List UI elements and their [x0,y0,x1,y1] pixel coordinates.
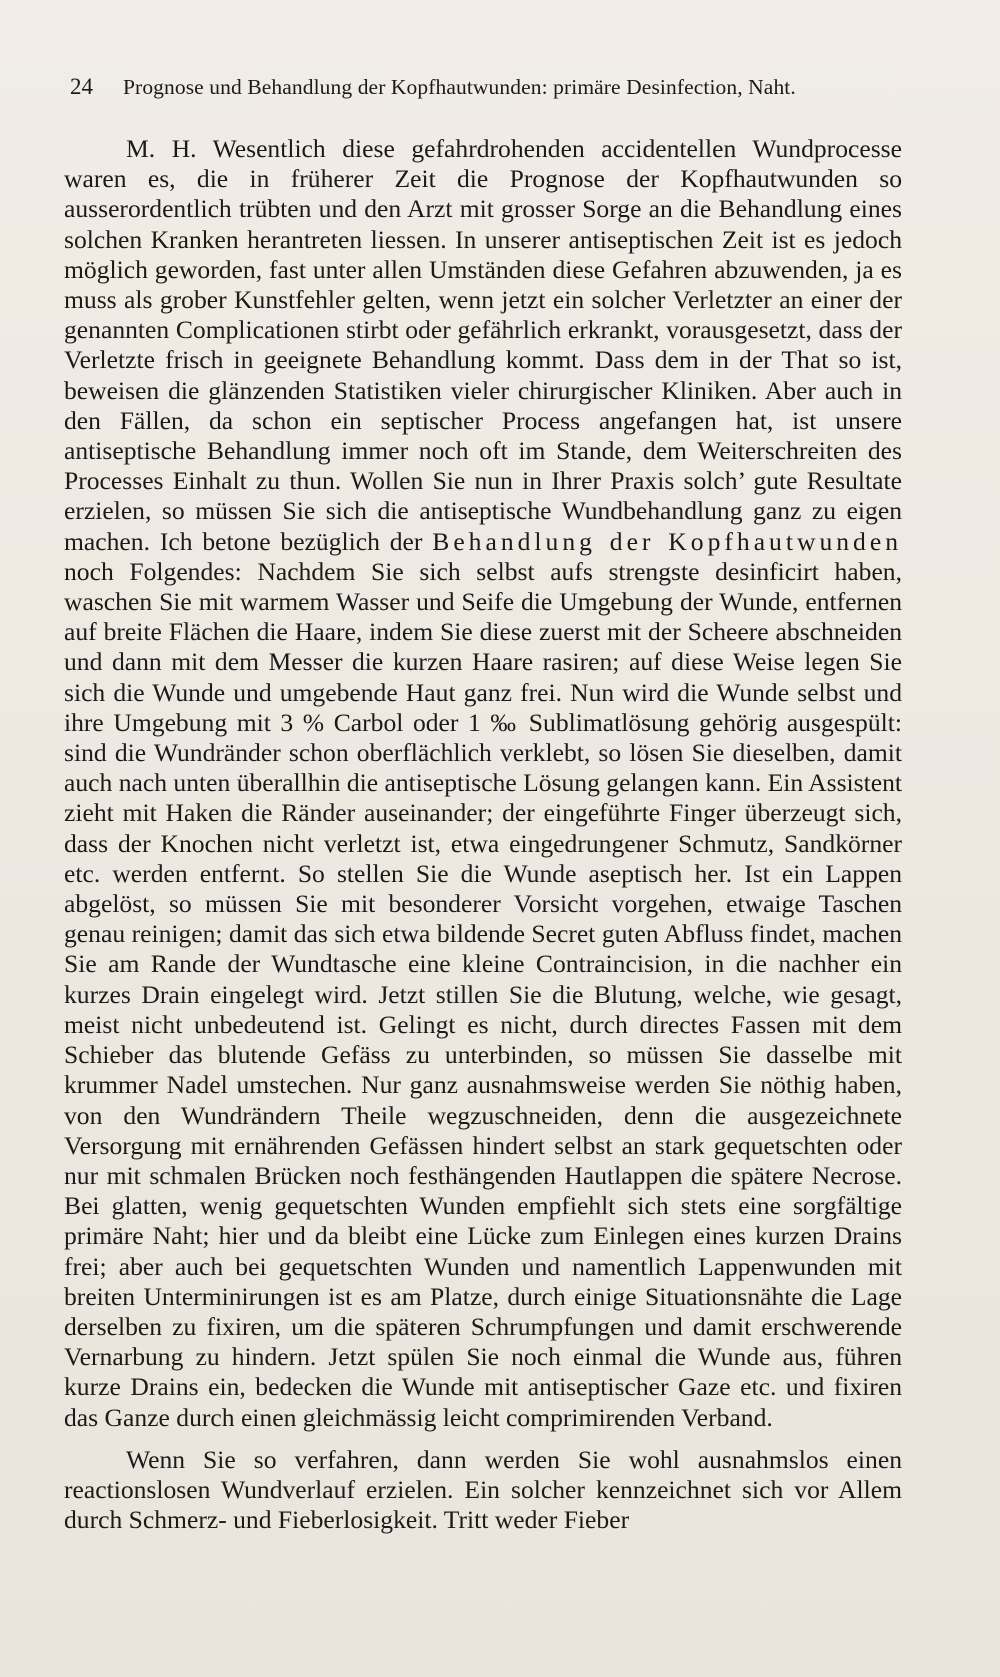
page-number: 24 [70,74,93,99]
page-header [70,74,900,100]
spaced-emphasis: Behandlung der Kopfhautwunden [432,526,902,556]
running-head: Prognose und Behandlung der Kopfhautwunden: primäre Desinfection, Naht. [123,75,796,99]
paragraph-1 [64,134,902,1433]
paragraph-1-text-after: noch Folgendes: Nachdem Sie sich selbst aufs strengste desinficirt haben, waschen Sie mit warmem Wasser und Seife die Umgebung der Wunde, entfernen auf breite Flächen die Haare, indem Sie diese zuerst mit der Scheere abschneiden und dann mit dem Messer die kurzen Haare rasiren; auf diese Weise legen Sie sich die Wunde und umgebende Haut ganz frei. Nun wird die Wunde selbst und ihre Umgebung mit 3 % Carbol oder 1 ‰ Sublimatlösung gehörig ausgespült: sind die Wundränder schon oberflächlich verklebt, so lösen Sie dieselben, damit auch nach unten überallhin die antiseptische Lösung gelangen kann. Ein Assistent zieht mit Haken die Ränder auseinander; der eingeführte Finger überzeugt sich, dass der Knochen nicht verletzt ist, etwa eingedrungener Schmutz, Sandkörner etc. werden entfernt. So stellen Sie die Wunde aseptisch her. Ist ein Lappen abgelöst, so müssen Sie mit besonderer Vorsicht vorgehen, etwaige Taschen genau reinigen; damit das sich etwa bildende Secret guten Abfluss findet, machen Sie am Rande der Wundtasche eine kleine Contraincision, in die nachher ein kurzes Drain eingelegt wird. Jetzt stillen Sie die Blutung, welche, wie gesagt, meist nicht unbedeutend ist. Gelingt es nicht, durch directes Fassen mit dem Schieber das blutende Gefäss zu unterbinden, so müssen Sie dasselbe mit krummer Nadel umstechen. Nur ganz ausnahmsweise werden Sie nöthig haben, von den Wundrändern Theile wegzuschneiden, denn die ausgezeichnete Versorgung mit ernährenden Gefässen hindert selbst an stark gequetschten oder nur mit schmalen Brücken noch festhängenden Hautlappen die spätere Necrose. Bei glatten, wenig gequetschten Wunden empfiehlt sich stets eine sorgfältige primäre Naht; hier und da bleibt eine Lücke zum Einlegen eines kurzen Drains frei; aber auch bei gequetschten Wunden und namentlich Lappenwunden mit breiten Unterminirungen ist es am Platze, durch einige Situationsnähte die Lage derselben zu fixiren, um die späteren Schrumpfungen und damit erschwerende Vernarbung zu hindern. Jetzt spülen Sie noch einmal die Wunde aus, führen kurze Drains ein, bedecken die Wunde mit antiseptischer Gaze etc. und fixiren das Ganze durch einen gleichmässig leicht comprimirenden Verband. [64,556,902,1432]
body-text [64,134,902,1535]
paragraph-1-text-before: M. H. Wesentlich diese gefahrdrohenden accidentellen Wundprocesse waren es, die in früherer Zeit die Prognose der Kopfhautwunden so ausserordentlich trübten und den Arzt mit grosser Sorge an die Behandlung eines solchen Kranken herantreten liessen. In unserer antiseptischen Zeit ist es jedoch möglich geworden, fast unter allen Umständen diese Gefahren abzuwenden, ja es muss als grober Kunstfehler gelten, wenn jetzt ein solcher Verletzter an einer der genannten Complicationen stirbt oder gefährlich erkrankt, vorausgesetzt, dass der Verletzte frisch in geeignete Behandlung kommt. Dass dem in der That so ist, beweisen die glänzenden Statistiken vieler chirurgischer Kliniken. Aber auch in den Fällen, da schon ein septischer Process angefangen hat, ist unsere antiseptische Behandlung immer noch oft im Stande, dem Weiterschreiten des Processes Einhalt zu thun. Wollen Sie nun in Ihrer Praxis solch’ gute Resultate erzielen, so müssen Sie sich die antiseptische Wundbehandlung ganz zu eigen machen. Ich betone bezüglich der [64,134,902,556]
paragraph-2: Wenn Sie so verfahren, dann werden Sie wohl ausnahmslos einen reactionslosen Wundverlauf erzielen. Ein solcher kennzeichnet sich vor Allem durch Schmerz- und Fieberlosigkeit. Tritt weder Fieber [64,1444,902,1535]
